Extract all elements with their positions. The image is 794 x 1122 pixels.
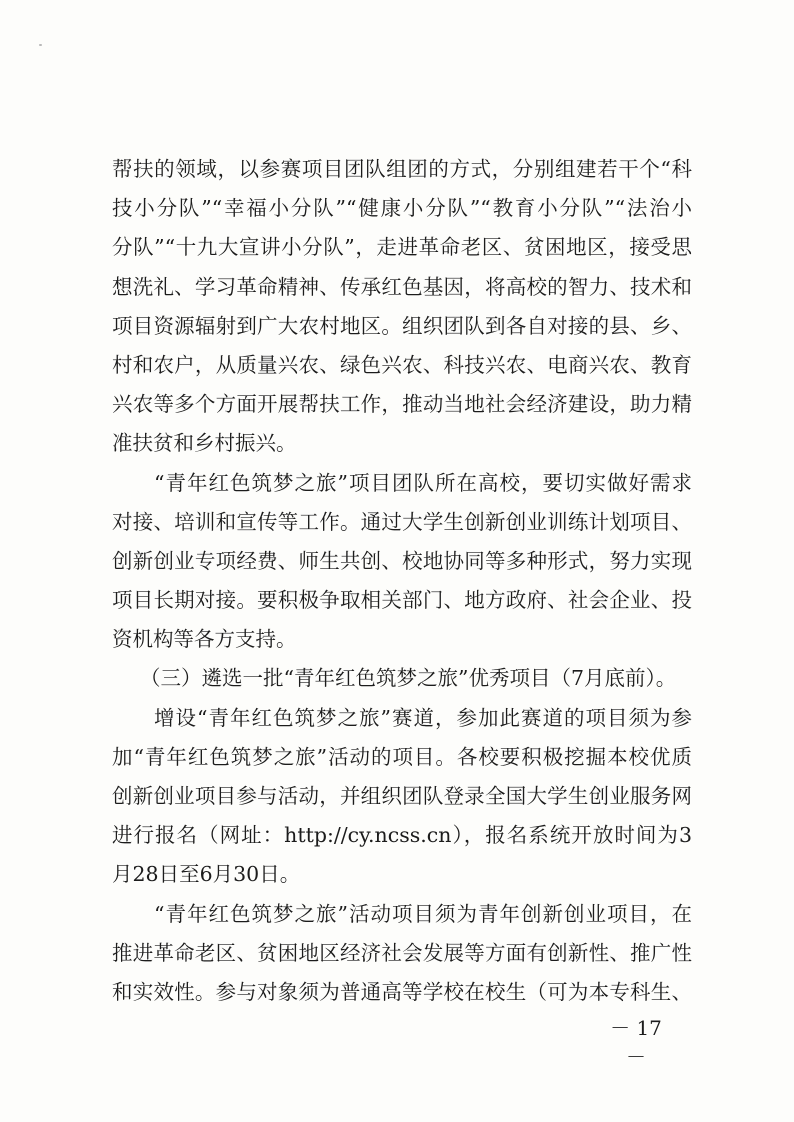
text-line: 兴农等多个方面开展帮扶工作，推动当地社会经济建设，助力精	[112, 392, 692, 417]
page-number: － 17 －	[610, 1016, 662, 1069]
text-line: 项目资源辐射到广大农村地区。组织团队到各自对接的县、乡、	[112, 313, 692, 338]
text-line: 月28日至6月30日。	[112, 862, 301, 887]
text-line: 对接、培训和宣传等工作。通过大学生创新创业训练计划项目、	[112, 509, 692, 534]
text-line: “青年红色筑梦之旅”项目团队所在高校，要切实做好需求	[154, 470, 692, 495]
text-line: 推进革命老区、贫困地区经济社会发展等方面有创新性、推广性	[112, 940, 692, 965]
text-line: “青年红色筑梦之旅”活动项目须为青年创新创业项目，在	[154, 901, 692, 926]
scan-speck	[39, 44, 42, 46]
text-line: 准扶贫和乡村振兴。	[112, 431, 297, 456]
text-line: 加“青年红色筑梦之旅”活动的项目。各校要积极挖掘本校优质	[112, 744, 692, 769]
text-line: 项目长期对接。要积极争取相关部门、地方政府、社会企业、投	[112, 588, 692, 613]
body-text	[112, 150, 692, 1012]
text-line: 分队”“十九大宣讲小分队”，走进革命老区、贫困地区，接受思	[112, 235, 692, 260]
text-line: 增设“青年红色筑梦之旅”赛道，参加此赛道的项目须为参	[154, 705, 692, 730]
text-line: 和实效性。参与对象须为普通高等学校在校生（可为本专科生、	[112, 979, 692, 1004]
text-line: 创新创业专项经费、师生共创、校地协同等多种形式，努力实现	[112, 548, 692, 573]
text-line: 帮扶的领域，以参赛项目团队组团的方式，分别组建若干个“科	[112, 157, 692, 181]
text-line: 村和农户，从质量兴农、绿色兴农、科技兴农、电商兴农、教育	[112, 352, 692, 377]
text-line: 资机构等各方支持。	[112, 627, 297, 652]
text-line: 进行报名（网址：http://cy.ncss.cn），报名系统开放时间为3	[112, 823, 692, 848]
text-line: 技小分队”“幸福小分队”“健康小分队”“教育小分队”“法治小	[112, 196, 692, 221]
text-line: 想洗礼、学习革命精神、传承红色基因，将高校的智力、技术和	[112, 274, 692, 299]
section-heading: （三）遴选一批“青年红色筑梦之旅”优秀项目（7月底前）。	[140, 666, 677, 691]
text-line: 创新创业项目参与活动，并组织团队登录全国大学生创业服务网	[112, 784, 692, 808]
